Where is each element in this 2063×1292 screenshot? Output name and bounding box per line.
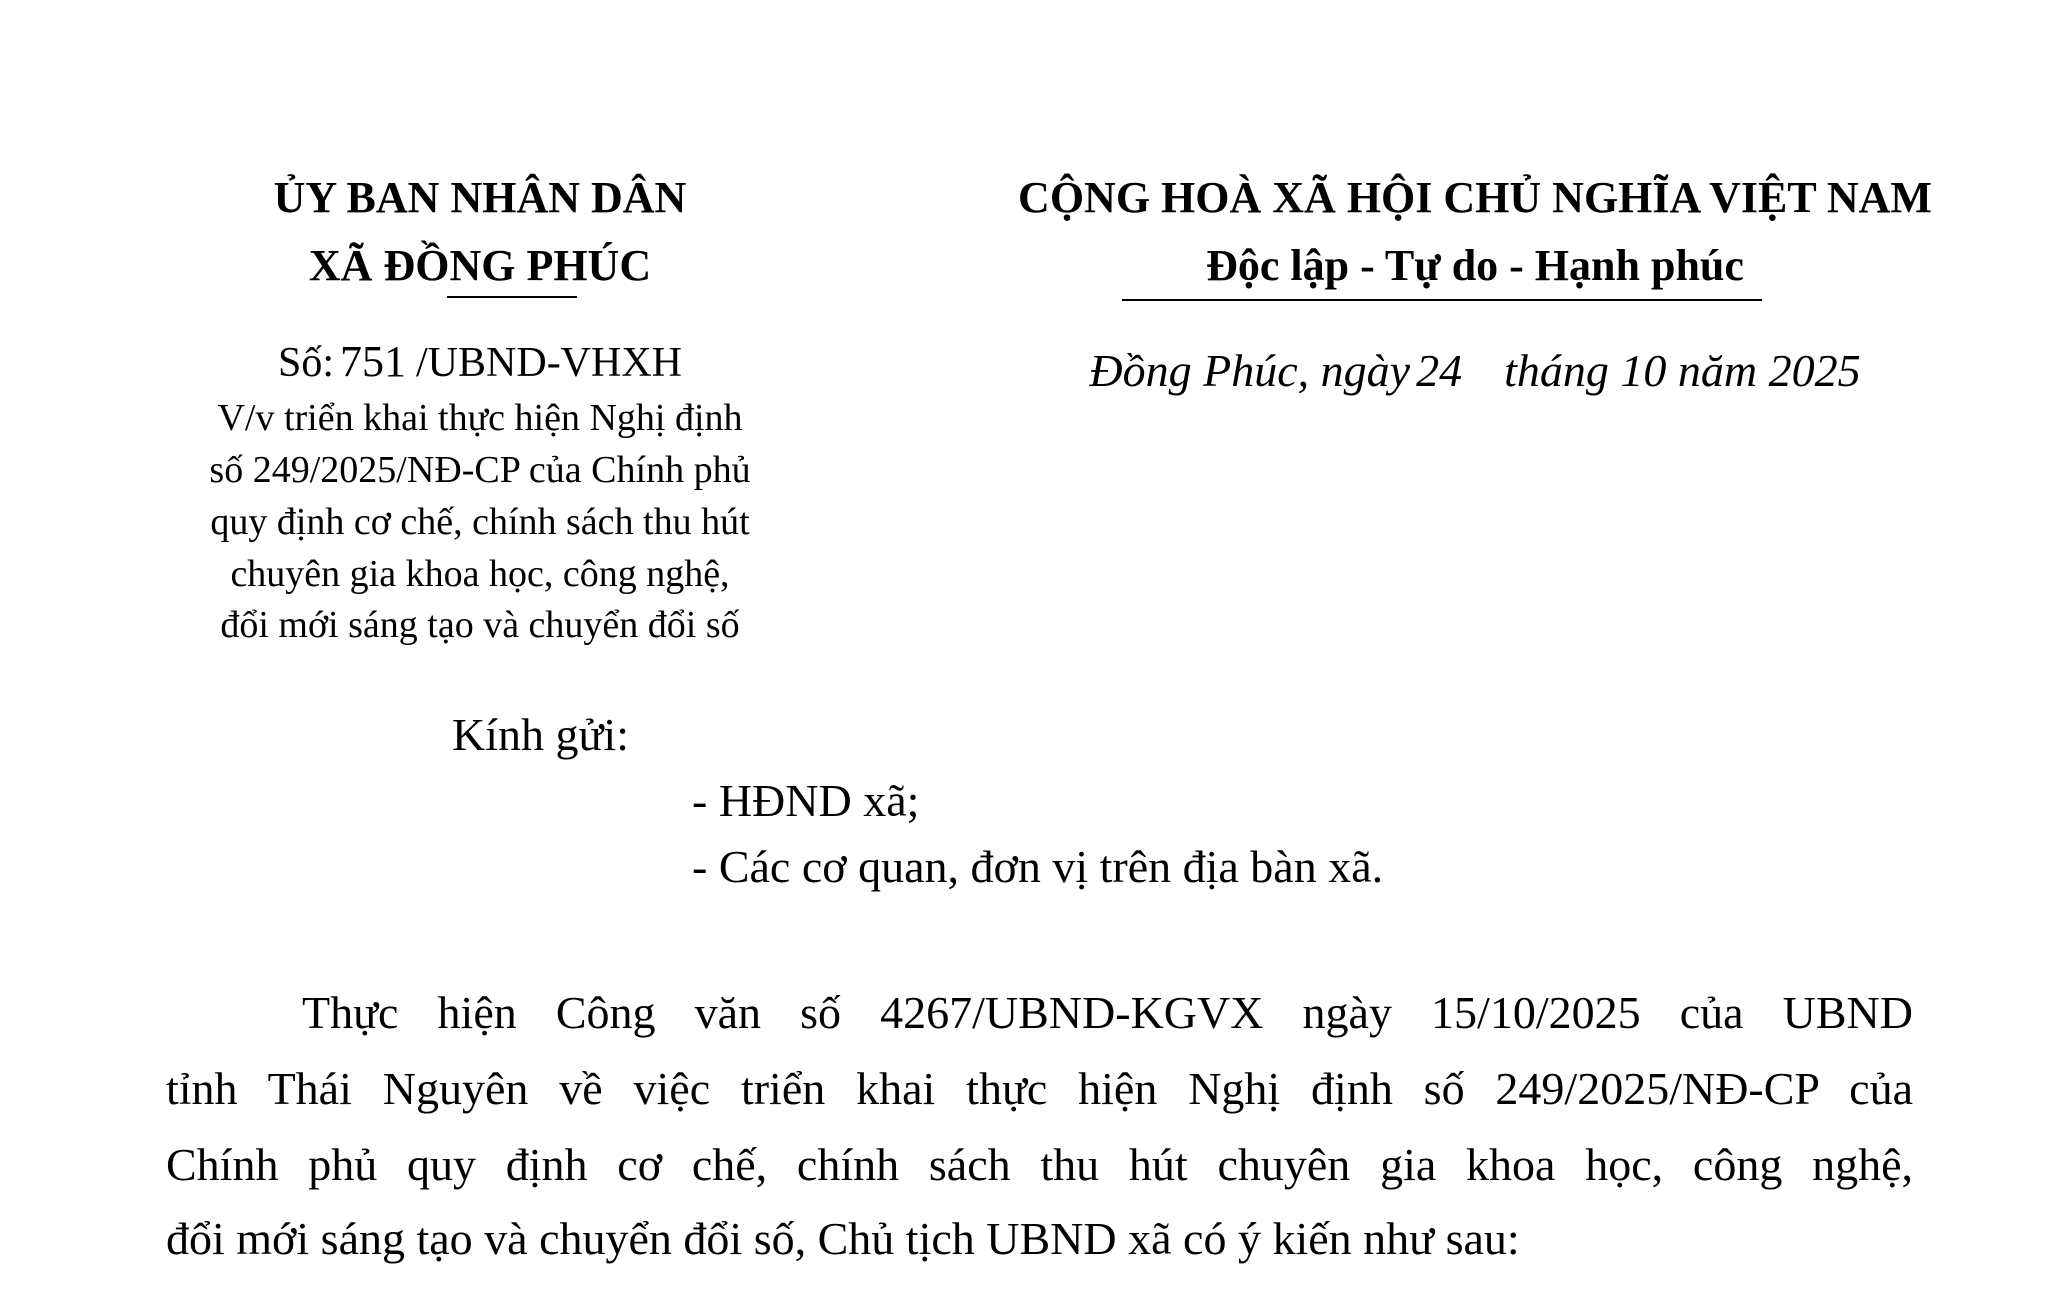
recipient-item: - Các cơ quan, đơn vị trên địa bàn xã. [692, 841, 1384, 892]
subject-line: quy định cơ chế, chính sách thu hút [210, 501, 750, 543]
motto-underline [1122, 299, 1762, 301]
document-number-prefix: Số: [277, 340, 335, 386]
body-line: tỉnh Thái Nguyên về việc triển khai thực hiện Nghị định số 249/2025/NĐ-CP của [166, 1063, 1913, 1114]
subject-line: V/v triển khai thực hiện Nghị định [217, 397, 743, 439]
agency-name-line1: ỦY BAN NHÂN DÂN [273, 173, 687, 222]
document-number-suffix: /UBND-VHXH [416, 340, 683, 386]
recipient-item: - HĐND xã; [692, 775, 920, 826]
place-date [900, 344, 2050, 397]
body-line: đổi mới sáng tạo và chuyển đổi số, Chủ tịch UBND xã có ý kiến như sau: [166, 1213, 1520, 1264]
nation-title: CỘNG HOÀ XÃ HỘI CHỦ NGHĨA VIỆT NAM [1018, 173, 1932, 222]
recipients-label: Kính gửi: [452, 709, 629, 760]
place-date-day: 24 [1416, 345, 1463, 396]
place-date-prefix: Đồng Phúc, ngày [1089, 345, 1411, 396]
body-line: Thực hiện Công văn số 4267/UBND-KGVX ngày 15/10/2025 của UBND [302, 987, 1913, 1038]
agency-underline [447, 296, 577, 298]
body-line: Chính phủ quy định cơ chế, chính sách thu hút chuyên gia khoa học, công nghệ, [166, 1139, 1913, 1190]
subject-line: đổi mới sáng tạo và chuyển đổi số [220, 604, 740, 646]
subject-line: số 249/2025/NĐ-CP của Chính phủ [209, 449, 751, 491]
nation-motto: Độc lập - Tự do - Hạnh phúc [1206, 241, 1744, 290]
place-date-rest: tháng 10 năm 2025 [1504, 345, 1861, 396]
agency-name-line2: XÃ ĐỒNG PHÚC [308, 241, 652, 290]
subject-line: chuyên gia khoa học, công nghệ, [230, 553, 730, 595]
document-number-value: 751 [340, 337, 407, 386]
document-number [180, 336, 780, 387]
